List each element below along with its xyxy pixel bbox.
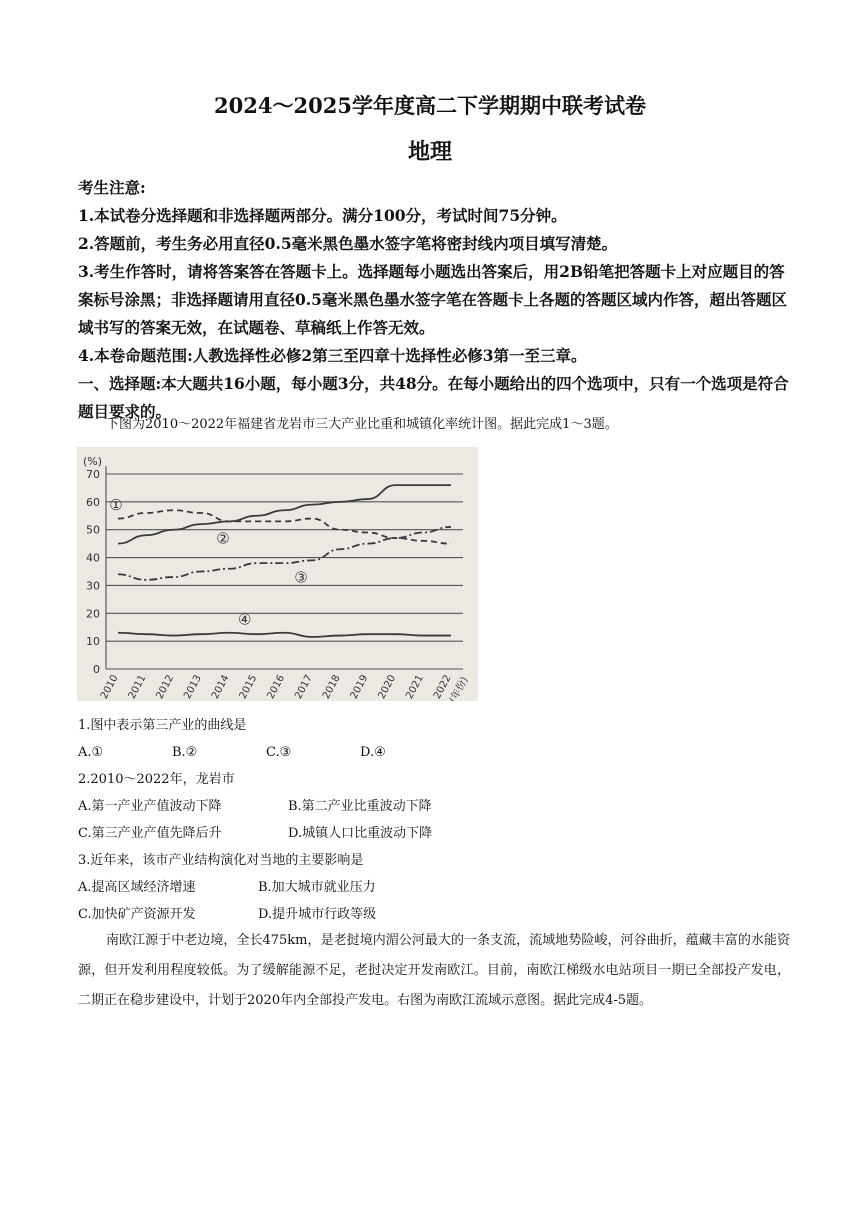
y-tick-label: 0 — [93, 663, 100, 676]
series-line — [118, 510, 451, 543]
option-b[interactable]: B.② — [172, 745, 198, 760]
series-line — [118, 633, 451, 637]
series-label: ② — [216, 529, 230, 548]
option-a[interactable]: A.① — [78, 745, 104, 760]
passage: 南欧江源于中老边境，全长475km，是老挝境内湄公河最大的一条支流，流域地势险峻，河谷曲折，蕴藏丰富的水能资源，但开发利用程度较低。为了缓解能源不足，老挝决定开发南欧江。目前，南欧江梯级水电站项目一期已全部投产发电，二期正在稳步建设中，计划于2020年内全部投产发电。右图为南欧江流域示意图。据此完成4-5题。 — [78, 933, 790, 1008]
section-heading: 一、选择题:本大题共16小题，每小题3分，共48分。在每小题给出的四个选项中，只有一个选项是符合题目要求的。 — [78, 374, 789, 421]
x-tick-label: 2022 — [431, 673, 454, 701]
option-d[interactable]: D.④ — [360, 745, 386, 760]
option-c[interactable]: C.第三产业产值先降后升 — [78, 826, 222, 841]
option-b[interactable]: B.第二产业比重波动下降 — [288, 799, 432, 814]
y-axis-label: (%) — [83, 455, 103, 468]
option-a[interactable]: A.第一产业产值波动下降 — [78, 799, 222, 814]
y-tick-label: 70 — [86, 468, 100, 481]
option-c[interactable]: C.③ — [266, 745, 292, 760]
series-label: ④ — [238, 610, 252, 629]
question-2 — [78, 766, 790, 847]
y-tick-label: 60 — [86, 495, 100, 509]
note-item-2: 2.答题前，考生务必用直径0.5毫米黑色墨水签字笔将密封线内项目填写清楚。 — [78, 234, 618, 253]
question-stem: 1.图中表示第三产业的曲线是 — [78, 718, 247, 733]
y-tick-label: 40 — [86, 551, 100, 565]
x-tick-label: 2011 — [126, 673, 149, 701]
x-tick-label: 2018 — [320, 673, 343, 701]
x-tick-label: 2017 — [293, 673, 315, 701]
y-tick-label: 50 — [86, 523, 100, 537]
industry-chart — [77, 447, 478, 701]
question-stem: 2.2010～2022年，龙岩市 — [78, 772, 235, 787]
question-stem: 3.近年来，该市产业结构演化对当地的主要影响是 — [78, 853, 364, 868]
x-tick-label: 2019 — [348, 673, 371, 701]
x-tick-label: 2014 — [209, 673, 232, 701]
y-tick-label: 10 — [86, 635, 100, 649]
option-d[interactable]: D.城镇人口比重波动下降 — [288, 826, 433, 841]
series-label: ③ — [294, 568, 308, 587]
notes-section — [78, 174, 790, 426]
exam-title: 2024～2025学年度高二下学期期中联考试卷 — [214, 93, 646, 118]
x-tick-label: 2020 — [376, 673, 399, 701]
x-tick-label: 2013 — [182, 673, 204, 701]
option-d[interactable]: D.提升城市行政等级 — [258, 907, 377, 922]
y-tick-label: 20 — [86, 607, 100, 621]
subject-title: 地理 — [407, 139, 452, 165]
note-item-3: 3.考生作答时，请将答案答在答题卡上。选择题每小题选出答案后，用2B铅笔把答题卡上对应题目的答案标号涂黑；非选择题请用直径0.5毫米黑色墨水签字笔在答题卡上各题的答题区域内作答，超出答题区域书写的答案无效，在试题卷、草稿纸上作答无效。 — [78, 262, 787, 337]
question-1 — [78, 712, 790, 766]
x-tick-label: 2012 — [154, 673, 177, 701]
x-axis-label: (年份) — [447, 675, 471, 701]
series-line — [118, 527, 451, 580]
series-line — [118, 485, 451, 544]
option-b[interactable]: B.加大城市就业压力 — [258, 880, 376, 895]
note-item-1: 1.本试卷分选择题和非选择题两部分。满分100分，考试时间75分钟。 — [78, 206, 567, 225]
chart-intro: 下图为2010～2022年福建省龙岩市三大产业比重和城镇化率统计图。据此完成1～3题。 — [106, 417, 618, 432]
note-item-4: 4.本卷命题范围:人教选择性必修2第三至四章十选择性必修3第一至三章。 — [78, 346, 587, 365]
option-c[interactable]: C.加快矿产资源开发 — [78, 907, 196, 922]
x-tick-label: 2010 — [98, 673, 121, 701]
option-a[interactable]: A.提高区域经济增速 — [78, 880, 196, 895]
x-tick-label: 2021 — [404, 673, 426, 701]
notes-heading: 考生注意: — [78, 178, 146, 197]
chart-container — [77, 447, 478, 701]
x-tick-label: 2016 — [265, 673, 288, 701]
y-tick-label: 30 — [86, 579, 100, 593]
x-tick-label: 2015 — [237, 673, 260, 701]
series-label: ① — [109, 496, 123, 515]
question-3 — [78, 847, 790, 928]
